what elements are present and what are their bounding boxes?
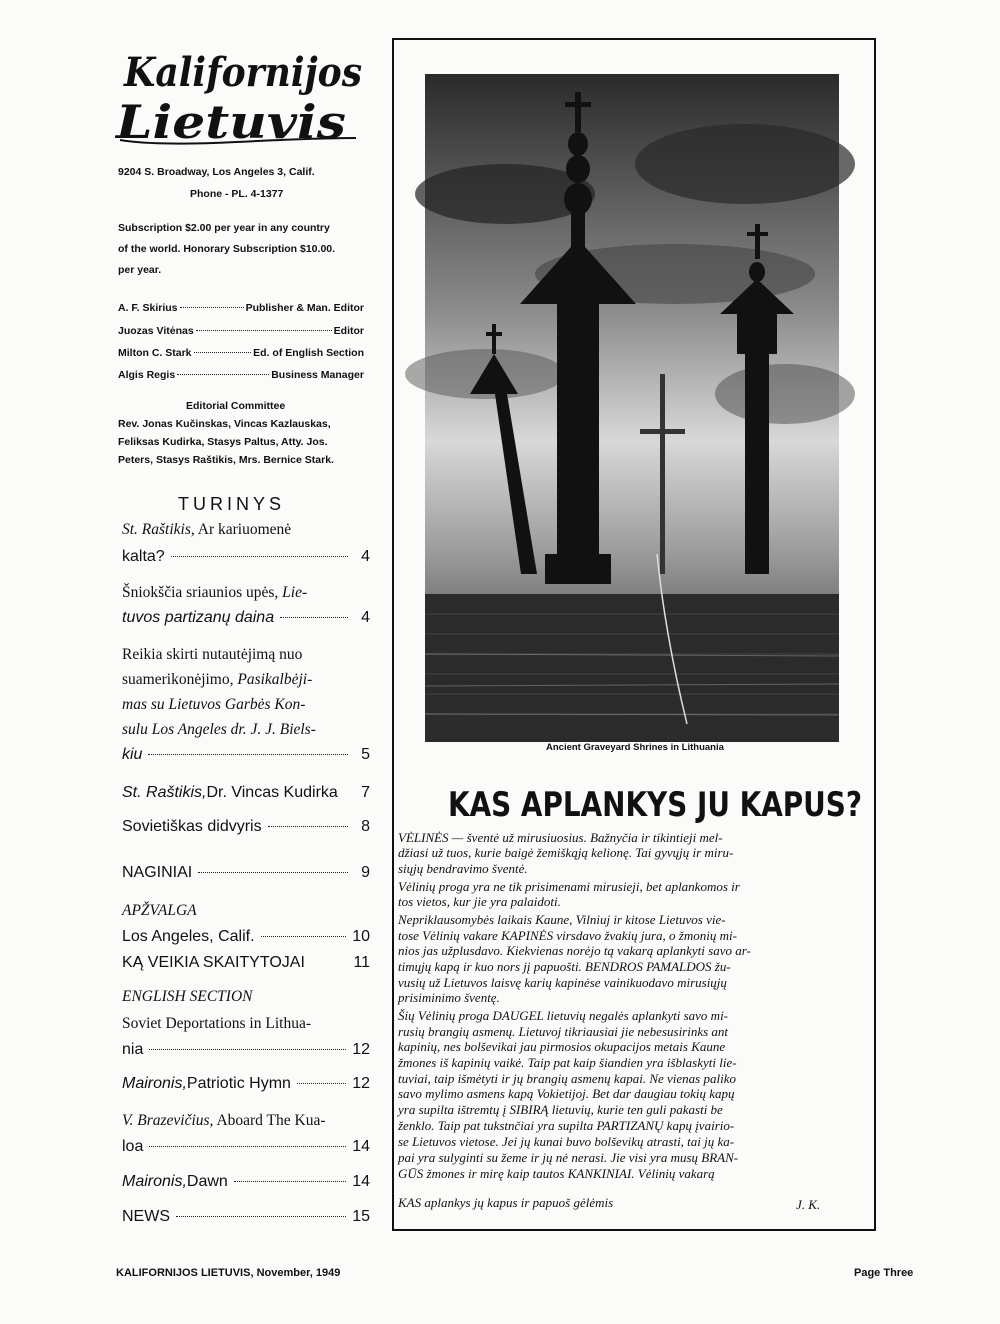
article-line: yra supilta ištremtų į SIBIRĄ lietuvių, kurie ten guli pakasti be bbox=[398, 1102, 723, 1117]
photo-caption: Ancient Graveyard Shrines in Lithuania bbox=[546, 742, 724, 753]
article-line: tose Vėlinių vakare KAPINĖS virsdavo žvakių jura, o žmonių mi- bbox=[398, 928, 737, 943]
staff-row bbox=[118, 369, 364, 385]
article-line: Vėlinių proga yra ne tik prisimenami mirusieji, bet aplankomos ir bbox=[398, 879, 740, 894]
footer-publication: KALIFORNIJOS LIETUVIS, November, 1949 bbox=[116, 1267, 341, 1279]
toc-title: Patriotic Hymn bbox=[186, 1075, 291, 1092]
toc-page: 10 bbox=[352, 928, 370, 945]
address-street: 9204 S. Broadway, Los Angeles 3, Calif. bbox=[118, 166, 315, 178]
toc-title-italic: tuvos partizanų daina bbox=[122, 609, 275, 626]
article-line: Šių Vėlinių proga DAUGEL lietuvių negalės aplankyti savo mi- bbox=[398, 1008, 729, 1023]
toc-title: Šniokščia sriaunios upės, bbox=[122, 584, 283, 601]
footer-page-number: Page Three bbox=[854, 1267, 914, 1279]
toc-title: nia bbox=[122, 1041, 144, 1058]
toc-page: 12 bbox=[352, 1075, 370, 1092]
article-line: se Lietuvos vietose. Jei jų kunai buvo bolševikų atrasti, tai jų ka- bbox=[398, 1134, 735, 1149]
toc-title: Aboard The Kua- bbox=[213, 1112, 326, 1129]
toc-page: 8 bbox=[361, 818, 370, 835]
address-phone: Phone - PL. 4-1377 bbox=[190, 188, 284, 200]
toc-page: 11 bbox=[353, 954, 370, 971]
article-headline-box bbox=[448, 780, 868, 824]
article-line: savo mylimo asmens kapą Vokietijoj. Bet dar daugiau tokių kapų bbox=[398, 1086, 735, 1101]
toc-entry-11-line1[interactable] bbox=[122, 1112, 325, 1130]
toc-author: Maironis, bbox=[122, 1173, 187, 1190]
article-line: žmones iš kapinių vaikė. Taip pat kaip šiandien yra išblaskyti lie- bbox=[398, 1055, 737, 1070]
toc-author: Maironis, bbox=[122, 1075, 187, 1092]
article-line: Nepriklausomybės laikais Kaune, Vilniuj ir kitose Lietuvos vie- bbox=[398, 912, 726, 927]
article-line: VĖLINĖS — šventė už mirusiuosius. Bažnyčia ir tikintieji mel- bbox=[398, 830, 723, 845]
article-line: pai yra sulyginti su žeme ir jų nė nerasi. Jie visi yra musų BRAN- bbox=[398, 1150, 739, 1165]
article-headline: KAS APLANKYS JU KAPUS? bbox=[448, 785, 862, 825]
toc-entry-12[interactable] bbox=[122, 1173, 370, 1197]
article-line: nios jas užplusdavo. Kiekvienas norėjo tą vakarą aplankyti savo ar- bbox=[398, 943, 751, 958]
committee-line1: Rev. Jonas Kučinskas, Vincas Kazlauskas, bbox=[118, 418, 331, 430]
toc-title: Dr. Vincas Kudirka bbox=[206, 784, 338, 801]
committee-line2: Feliksas Kudirka, Stasys Paltus, Atty. Jos. bbox=[118, 436, 328, 448]
article-line: ženklo. Taip pat tukstnčiai yra supilta PARTIZANŲ kapų įvairio- bbox=[398, 1118, 735, 1133]
staff-name: Juozas Vitėnas bbox=[118, 325, 194, 337]
staff-role: Publisher & Man. Editor bbox=[245, 302, 364, 314]
toc-section-heading: ENGLISH SECTION bbox=[122, 988, 253, 1005]
toc-entry-3-line2[interactable] bbox=[122, 671, 312, 689]
toc-entry-13[interactable] bbox=[122, 1208, 370, 1232]
toc-entry-2-line1[interactable] bbox=[122, 584, 307, 602]
toc-entry-1-line1[interactable] bbox=[122, 521, 291, 539]
toc-page: 4 bbox=[361, 548, 370, 565]
subscription-line1: Subscription $2.00 per year in any country bbox=[118, 222, 330, 234]
article-line: timųjų kapą ir kuo nors jį papuošti. BENDROS PAMALDOS žu- bbox=[398, 959, 731, 974]
toc-title: Sovietiškas didvyris bbox=[122, 818, 262, 835]
toc-entry-2[interactable] bbox=[122, 609, 370, 633]
staff-row bbox=[118, 302, 364, 318]
toc-title: NAGINIAI bbox=[122, 864, 193, 881]
toc-entry-3-line1[interactable]: Reikia skirti nutautėjimą nuo bbox=[122, 646, 303, 663]
staff-name: Milton C. Stark bbox=[118, 347, 192, 359]
committee-line3: Peters, Stasys Raštikis, Mrs. Bernice Stark. bbox=[118, 454, 334, 466]
toc-page: 5 bbox=[361, 746, 370, 763]
toc-title: KĄ VEIKIA SKAITYTOJAI bbox=[122, 954, 305, 971]
toc-title-italic: Lie- bbox=[282, 584, 308, 601]
toc-page: 14 bbox=[352, 1173, 370, 1190]
toc-title: kalta? bbox=[122, 548, 165, 565]
toc-author: St. Raštikis, bbox=[122, 784, 207, 801]
article-line: vusių už Lietuvos laisvę karių kapinėse vainikuodavo mirusiųjų bbox=[398, 975, 727, 990]
toc-entry-5[interactable] bbox=[122, 818, 370, 842]
toc-title: Los Angeles, Calif. bbox=[122, 928, 255, 945]
article-line: siųjų bendravimo šventė. bbox=[398, 861, 528, 876]
toc-title-italic: Pasikalbėji- bbox=[237, 671, 313, 688]
article-line: prisiminimo šventę. bbox=[398, 990, 500, 1005]
staff-role: Editor bbox=[333, 325, 364, 337]
subscription-line2: of the world. Honorary Subscription $10.00. bbox=[118, 243, 336, 255]
toc-entry-9-line1[interactable]: Soviet Deportations in Lithua- bbox=[122, 1015, 311, 1032]
toc-entry-6[interactable] bbox=[122, 864, 370, 888]
masthead-logo bbox=[113, 42, 368, 150]
toc-entry-10[interactable] bbox=[122, 1075, 370, 1099]
toc-author: St. Raštikis, bbox=[122, 521, 195, 538]
toc-entry-8[interactable] bbox=[122, 954, 370, 978]
toc-entry-3-line3[interactable]: mas su Lietuvos Garbės Kon- bbox=[122, 696, 306, 713]
toc-entry-9[interactable] bbox=[122, 1041, 370, 1065]
toc-heading: TURINYS bbox=[178, 494, 286, 514]
toc-title: Ar kariuomenė bbox=[194, 521, 292, 538]
toc-page: 9 bbox=[361, 864, 370, 881]
article-line: tos vietos, kur jie yra palaidoti. bbox=[398, 894, 561, 909]
article-line: KAS aplankys jų kapus ir papuoš gėlėmis bbox=[398, 1195, 614, 1210]
toc-entry-3[interactable] bbox=[122, 746, 370, 770]
committee-heading: Editorial Committee bbox=[186, 400, 286, 412]
toc-page: 7 bbox=[361, 784, 370, 801]
toc-title: suamerikonėjimo, bbox=[122, 671, 238, 688]
toc-title-italic: kiu bbox=[122, 746, 143, 763]
toc-page: 15 bbox=[352, 1208, 370, 1225]
toc-section-heading: APŽVALGA bbox=[122, 902, 197, 919]
article-line: tuviai, taip išmėtyti ir jų brangių asmenų kapai. Ne vienas paliko bbox=[398, 1071, 736, 1086]
staff-role: Business Manager bbox=[271, 369, 364, 381]
toc-title: NEWS bbox=[122, 1208, 170, 1225]
article-line: rusių brangių asmenų. Lietuvoj tikriausiai jie nebesusirinks ant bbox=[398, 1024, 729, 1039]
toc-page: 12 bbox=[352, 1041, 370, 1058]
article-signature: J. K. bbox=[796, 1197, 821, 1212]
toc-entry-7[interactable] bbox=[122, 928, 370, 952]
graveyard-shrines-photo bbox=[425, 74, 839, 742]
subscription-line3: per year. bbox=[118, 264, 162, 276]
masthead-line1: Kalifornijos bbox=[123, 49, 362, 96]
article-line: džiasi už tuos, kurie baigė žemiškąją kelionę. Tai gyvųjų ir miru- bbox=[398, 845, 734, 860]
staff-name: Algis Regis bbox=[118, 369, 176, 381]
toc-entry-1[interactable] bbox=[122, 548, 370, 572]
staff-row bbox=[118, 347, 364, 363]
staff-name: A. F. Skirius bbox=[118, 302, 178, 314]
toc-author: V. Brazevičius, bbox=[122, 1112, 214, 1129]
toc-title: Dawn bbox=[186, 1173, 228, 1190]
toc-title: loa bbox=[122, 1138, 144, 1155]
toc-page: 14 bbox=[352, 1138, 370, 1155]
article-line: kapinių, nes bolševikai jau pirmosios okupacijos metais Kaune bbox=[398, 1039, 726, 1054]
toc-page: 4 bbox=[361, 609, 370, 626]
masthead-line2: Lietuvis bbox=[113, 95, 346, 149]
toc-entry-3-line4[interactable]: sulu Los Angeles dr. J. J. Biels- bbox=[122, 721, 316, 738]
staff-role: Ed. of English Section bbox=[253, 347, 364, 359]
staff-row bbox=[118, 325, 364, 341]
toc-entry-4[interactable] bbox=[122, 784, 370, 808]
toc-entry-11[interactable] bbox=[122, 1138, 370, 1162]
article-line: GŪS žmones ir mirę kaip tautos KANKINIAI. Vėlinių vakarą bbox=[398, 1166, 715, 1181]
